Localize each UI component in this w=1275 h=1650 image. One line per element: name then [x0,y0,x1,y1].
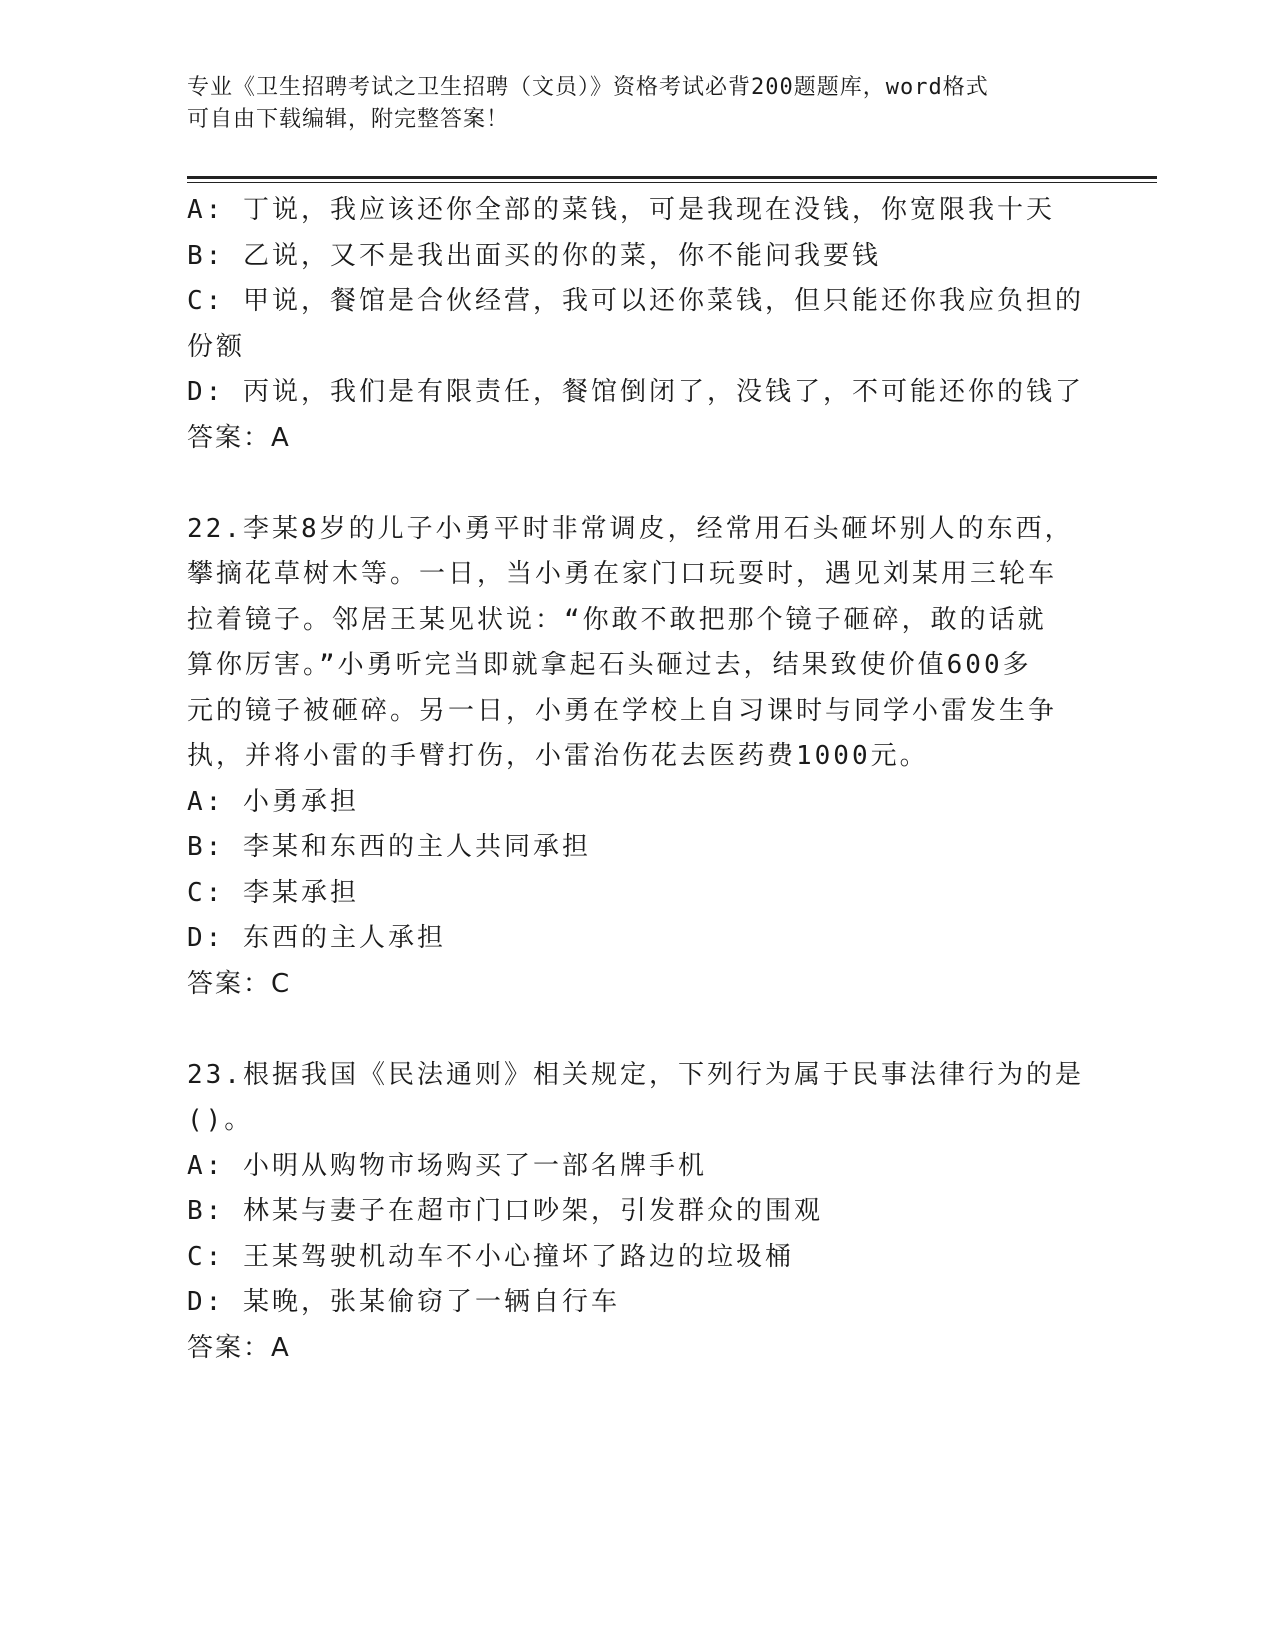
option-line: D: 东西的主人承担 [187,923,446,953]
option-line: B: 李某和东西的主人共同承担 [187,832,591,862]
option-line: D: 某晚，张某偷窃了一辆自行车 [187,1287,620,1317]
question-22-answer: 答案：C [187,968,292,999]
header-divider-thin [187,182,1157,183]
stem-line: 攀摘花草树木等。一日，当小勇在家门口玩耍时，遇见刘某用三轮车 [187,559,1058,589]
question-21-answer: 答案：A [187,422,291,453]
header-divider-thick [187,176,1157,179]
stem-line: 算你厉害。”小勇听完当即就拿起石头砸过去，结果致使价值600多 [187,650,1032,680]
header-title-line-1: 专业《卫生招聘考试之卫生招聘（文员）》资格考试必背200题题库，word格式 [187,75,989,100]
option-line: A: 小明从购物市场购买了一部名牌手机 [187,1150,707,1181]
option-line: C: 李某承担 [187,877,359,908]
option-line: C: 王某驾驶机动车不小心撞坏了路边的垃圾桶 [187,1241,794,1272]
stem-line: 拉着镜子。邻居王某见状说：“你敢不敢把那个镜子砸碎，敢的话就 [187,604,1047,635]
question-23-stem [187,1053,1087,1144]
stem-line: ()。 [187,1105,254,1135]
question-23-options [187,1144,1087,1326]
option-line: A: 丁说，我应该还你全部的菜钱，可是我现在没钱，你宽限我十天 [187,195,1055,225]
option-line: C: 甲说，餐馆是合伙经营，我可以还你菜钱，但只能还你我应负担的 [187,286,1084,316]
stem-line: 执，并将小雷的手臂打伤，小雷治伤花去医药费1000元。 [187,741,929,771]
option-line: D: 丙说，我们是有限责任，餐馆倒闭了，没钱了，不可能还你的钱了 [187,377,1084,407]
stem-line: 元的镜子被砸碎。另一日，小勇在学校上自习课时与同学小雷发生争 [187,695,1058,726]
question-23-answer: 答案：A [187,1332,291,1363]
option-line: A: 小勇承担 [187,786,359,817]
option-line: B: 乙说，又不是我出面买的你的菜，你不能问我要钱 [187,240,881,271]
question-content [187,188,1087,1371]
option-line: B: 林某与妻子在超市门口吵架，引发群众的围观 [187,1196,823,1226]
document-header [187,72,1067,136]
question-22-stem [187,507,1087,780]
stem-line: 23.根据我国《民法通则》相关规定，下列行为属于民事法律行为的是 [187,1059,1084,1090]
stem-line: 22.李某8岁的儿子小勇平时非常调皮，经常用石头砸坏别人的东西， [187,513,1074,544]
header-title-line-2: 可自由下载编辑，附完整答案！ [187,107,510,132]
question-21-options [187,188,1087,416]
spacer [187,461,1087,507]
spacer [187,1007,1087,1053]
question-22-options [187,780,1087,962]
option-line: 份额 [187,331,246,362]
